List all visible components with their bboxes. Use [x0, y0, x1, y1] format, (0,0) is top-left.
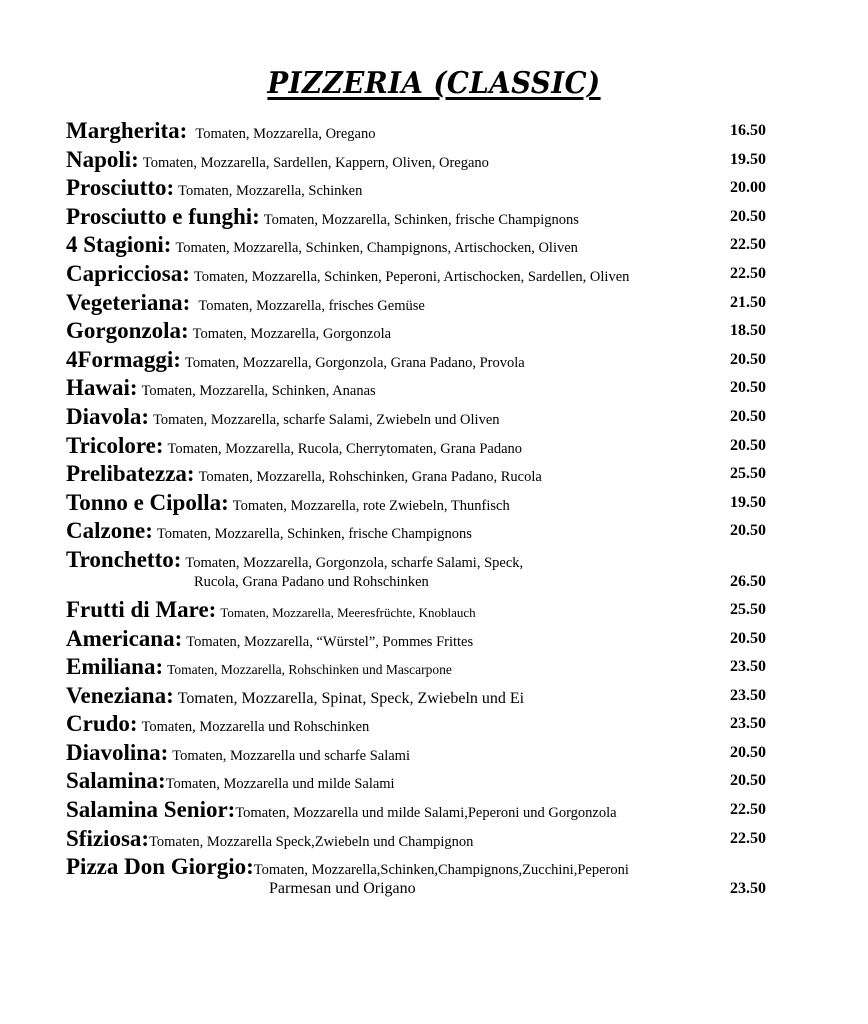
- menu-item-gorgonzola: [66, 316, 766, 345]
- item-name: Salamina:: [66, 768, 166, 794]
- menu-item-vegeteriana: [66, 288, 766, 317]
- menu-item-prosciutto-e-funghi: [66, 202, 766, 231]
- item-price: 20.50: [730, 350, 766, 368]
- item-description: Tomaten, Mozzarella, Rucola, Cherrytomaten, Grana Padano: [167, 440, 523, 457]
- item-description: Tomaten, Mozzarella, Schinken, Ananas: [141, 383, 376, 400]
- item-price: 20.00: [730, 179, 766, 197]
- item-name: Gorgonzola:: [66, 318, 189, 344]
- item-price: 20.50: [730, 379, 766, 397]
- item-description-continued: Parmesan und Origano: [269, 880, 416, 898]
- item-name: Salamina Senior:: [66, 797, 236, 823]
- item-description: Tomaten, Mozzarella, Sardellen, Kappern, Oliven, Oregano: [142, 154, 489, 171]
- item-price: 20.50: [730, 436, 766, 454]
- item-name: Hawai:: [66, 375, 138, 401]
- menu-item-tonno-e-cipolla: [66, 488, 766, 517]
- item-description: Tomaten, Mozzarella, rote Zwiebeln, Thunfisch: [232, 497, 510, 514]
- item-name: Tricolore:: [66, 432, 164, 458]
- menu-item-sfiziosa: [66, 824, 766, 853]
- item-description: Tomaten, Mozzarella und Rohschinken: [141, 719, 370, 736]
- item-name: Pizza Don Giorgio:: [66, 854, 254, 880]
- menu-item-4-stagioni: [66, 230, 766, 259]
- menu-item-tronchetto: [66, 545, 766, 595]
- menu-item-calzone: [66, 516, 766, 545]
- item-price: 22.50: [730, 264, 766, 282]
- item-name: Crudo:: [66, 711, 138, 737]
- item-name: Emiliana:: [66, 654, 164, 680]
- menu-item-crudo: [66, 709, 766, 738]
- item-description: Tomaten, Mozzarella, scharfe Salami, Zwiebeln und Oliven: [153, 411, 500, 428]
- item-price: 22.50: [730, 801, 766, 819]
- item-price: 21.50: [730, 293, 766, 311]
- item-description: Tomaten, Mozzarella, Gorgonzola, Grana Padano, Provola: [184, 354, 525, 371]
- item-name: Veneziana:: [66, 682, 174, 708]
- item-description: Tomaten, Mozzarella, Schinken, frische Champignons: [156, 526, 472, 543]
- item-description: Tomaten, Mozzarella und milde Salami: [165, 776, 395, 793]
- item-price: 25.50: [730, 465, 766, 483]
- menu-item-hawai: [66, 373, 766, 402]
- item-price: 23.50: [730, 715, 766, 733]
- menu-item-veneziana: [66, 681, 766, 710]
- item-price: 20.50: [730, 522, 766, 540]
- item-name: Americana:: [66, 625, 183, 651]
- item-name: Capricciosa:: [66, 260, 190, 286]
- item-description: Tomaten, Mozzarella und scharfe Salami: [172, 747, 410, 764]
- menu-item-napoli: [66, 145, 766, 174]
- item-description: Tomaten, Mozzarella, Gorgonzola, scharfe Salami, Speck,: [185, 554, 524, 571]
- item-description: Tomaten, Mozzarella, frisches Gemüse: [198, 297, 425, 314]
- item-price: 23.50: [730, 880, 766, 898]
- item-description: Tomaten, Mozzarella, “Würstel”, Pommes Frittes: [186, 633, 474, 650]
- menu-item-prosciutto: [66, 173, 766, 202]
- item-description: Tomaten, Mozzarella, Spinat, Speck, Zwiebeln und Ei: [177, 689, 525, 707]
- item-name: Vegeteriana:: [66, 289, 191, 315]
- item-description: Tomaten, Mozzarella, Rohschinken, Grana Padano, Rucola: [198, 469, 542, 486]
- page-title: PIZZERIA (CLASSIC): [267, 66, 601, 101]
- item-price: 20.50: [730, 207, 766, 225]
- item-description: Tomaten, Mozzarella,Schinken,Champignons,Zucchini,Peperoni: [253, 862, 629, 879]
- item-description: Tomaten, Mozzarella, Rohschinken und Mascarpone: [167, 662, 452, 678]
- item-name: Prosciutto e funghi:: [66, 203, 260, 229]
- item-name: Margherita:: [66, 118, 188, 143]
- item-price: 20.50: [730, 629, 766, 647]
- item-name: 4Formaggi:: [66, 346, 181, 372]
- menu-item-4formaggi: [66, 345, 766, 374]
- menu-item-emiliana: [66, 652, 766, 681]
- item-name: Calzone:: [66, 518, 153, 544]
- item-name: Diavolina:: [66, 739, 169, 765]
- menu-item-diavolina: [66, 738, 766, 767]
- menu-item-diavola: [66, 402, 766, 431]
- menu-item-americana: [66, 624, 766, 653]
- item-price: 19.50: [730, 493, 766, 511]
- item-name: Tronchetto:: [66, 546, 182, 572]
- item-name: 4 Stagioni:: [66, 232, 172, 258]
- item-price: 18.50: [730, 322, 766, 340]
- item-name: Diavola:: [66, 403, 150, 429]
- item-name: Tonno e Cipolla:: [66, 489, 229, 515]
- menu-item-margherita: [66, 116, 766, 145]
- menu-item-capricciosa: [66, 259, 766, 288]
- item-price: 22.50: [730, 236, 766, 254]
- item-price: 20.50: [730, 407, 766, 425]
- item-price: 20.50: [730, 743, 766, 761]
- item-description: Tomaten, Mozzarella, Schinken: [178, 183, 363, 200]
- item-price: 26.50: [730, 572, 766, 590]
- item-price: 25.50: [730, 600, 766, 618]
- item-name: Napoli:: [66, 146, 139, 172]
- item-price: 23.50: [730, 686, 766, 704]
- item-price: 16.50: [730, 122, 766, 139]
- item-price: 20.50: [730, 772, 766, 790]
- item-description: Tomaten, Mozzarella, Meeresfrüchte, Knoblauch: [220, 604, 476, 620]
- menu-item-prelibatezza: [66, 459, 766, 488]
- menu-list: [66, 116, 766, 904]
- item-name: Prosciutto:: [66, 175, 175, 201]
- item-price: 22.50: [730, 829, 766, 847]
- item-name: Frutti di Mare:: [66, 596, 217, 622]
- menu-item-salamina-senior: [66, 795, 766, 824]
- item-name: Prelibatezza:: [66, 461, 195, 487]
- menu-item-pizza-don-giorgio: [66, 852, 766, 904]
- item-description: Tomaten, Mozzarella Speck,Zwiebeln und Champignon: [149, 833, 474, 850]
- item-price: 19.50: [730, 150, 766, 168]
- menu-item-frutti-di-mare: [66, 595, 766, 624]
- item-name: Sfiziosa:: [66, 825, 150, 851]
- item-price: 23.50: [730, 658, 766, 676]
- item-description: Tomaten, Mozzarella, Gorgonzola: [192, 326, 392, 343]
- item-description: Tomaten, Mozzarella und milde Salami,Peperoni und Gorgonzola: [235, 805, 617, 822]
- item-description: Tomaten, Mozzarella, Schinken, Peperoni, Artischocken, Sardellen, Oliven: [193, 268, 630, 285]
- item-description: Tomaten, Mozzarella, Oregano: [195, 126, 376, 142]
- item-description-continued: Rucola, Grana Padano und Rohschinken: [194, 573, 429, 590]
- menu-item-salamina: [66, 766, 766, 795]
- menu-item-tricolore: [66, 431, 766, 460]
- item-description: Tomaten, Mozzarella, Schinken, Champignons, Artischocken, Oliven: [175, 240, 578, 257]
- item-description: Tomaten, Mozzarella, Schinken, frische Champignons: [263, 211, 579, 228]
